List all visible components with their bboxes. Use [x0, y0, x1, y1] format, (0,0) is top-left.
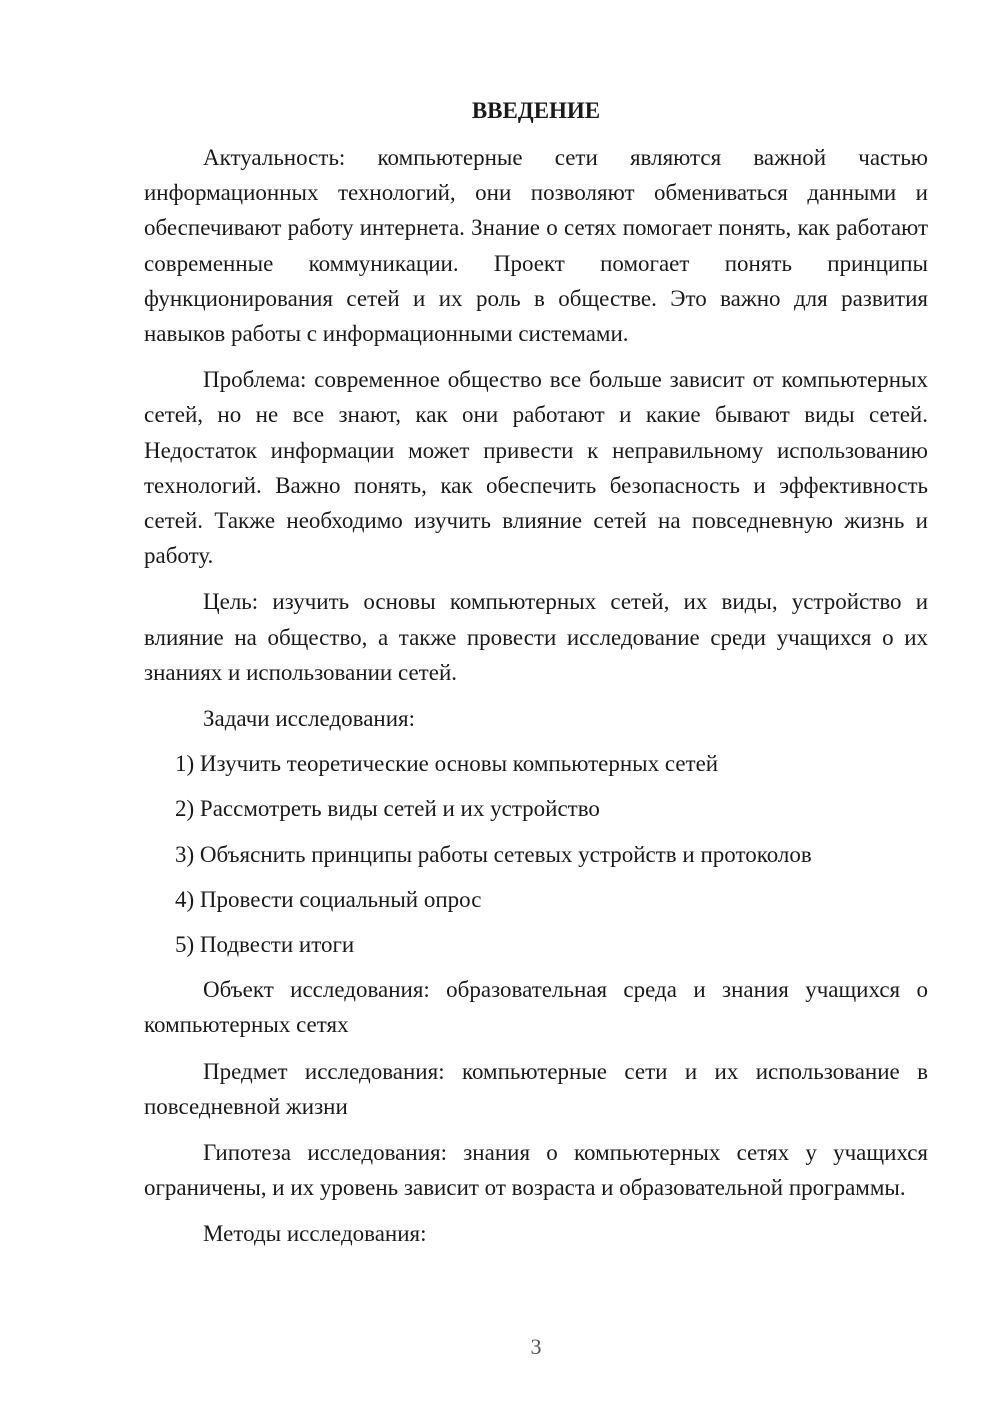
paragraph-relevance: Актуальность: компьютерные сети являются важной частью информационных технологий, они позволяют обмениваться данными и обеспечивают работу интернета. Знание о сетях помогает понять, как работают современные коммуникации. Проект помогает понять принципы функционирования сетей и их роль в обществе. Это важно для развития навыков работы с информационными системами.: [144, 145, 928, 347]
paragraph-object: Объект исследования: образовательная среда и знания учащихся о компьютерных сетях: [144, 977, 928, 1038]
list-item: 1) Изучить теоретические основы компьютерных сетей: [175, 751, 719, 777]
paragraph-problem: Проблема: современное общество все больше зависит от компьютерных сетей, но не все знают, как они работают и какие бывают виды сетей. Недостаток информации может привести к неправильному использованию технологий. Важно понять, как обеспечить безопасность и эффективность сетей. Также необходимо изучить влияние сетей на повседневную жизнь и работу.: [144, 367, 928, 569]
tasks-list: [144, 746, 928, 962]
page-title: ВВЕДЕНИЕ: [471, 98, 601, 123]
paragraph-goal: Цель: изучить основы компьютерных сетей, их виды, устройство и влияние на общество, а также провести исследование среди учащихся о их знаниях и использовании сетей.: [144, 589, 928, 685]
page-content: [144, 96, 928, 1252]
list-item: 5) Подвести итоги: [175, 932, 355, 958]
list-item: 3) Объяснить принципы работы сетевых устройств и протоколов: [175, 841, 812, 867]
list-item: 2) Рассмотреть виды сетей и их устройство: [175, 796, 600, 822]
page-number: 3: [530, 1334, 542, 1359]
methods-heading: Методы исследования:: [203, 1221, 427, 1247]
paragraph-hypothesis: Гипотеза исследования: знания о компьютерных сетях у учащихся ограничены, и их уровень зависит от возраста и образовательной программы.: [144, 1140, 928, 1201]
list-item: 4) Провести социальный опрос: [175, 886, 482, 912]
paragraph-subject: Предмет исследования: компьютерные сети и их использование в повседневной жизни: [144, 1058, 928, 1119]
tasks-heading: Задачи исследования:: [203, 706, 416, 732]
